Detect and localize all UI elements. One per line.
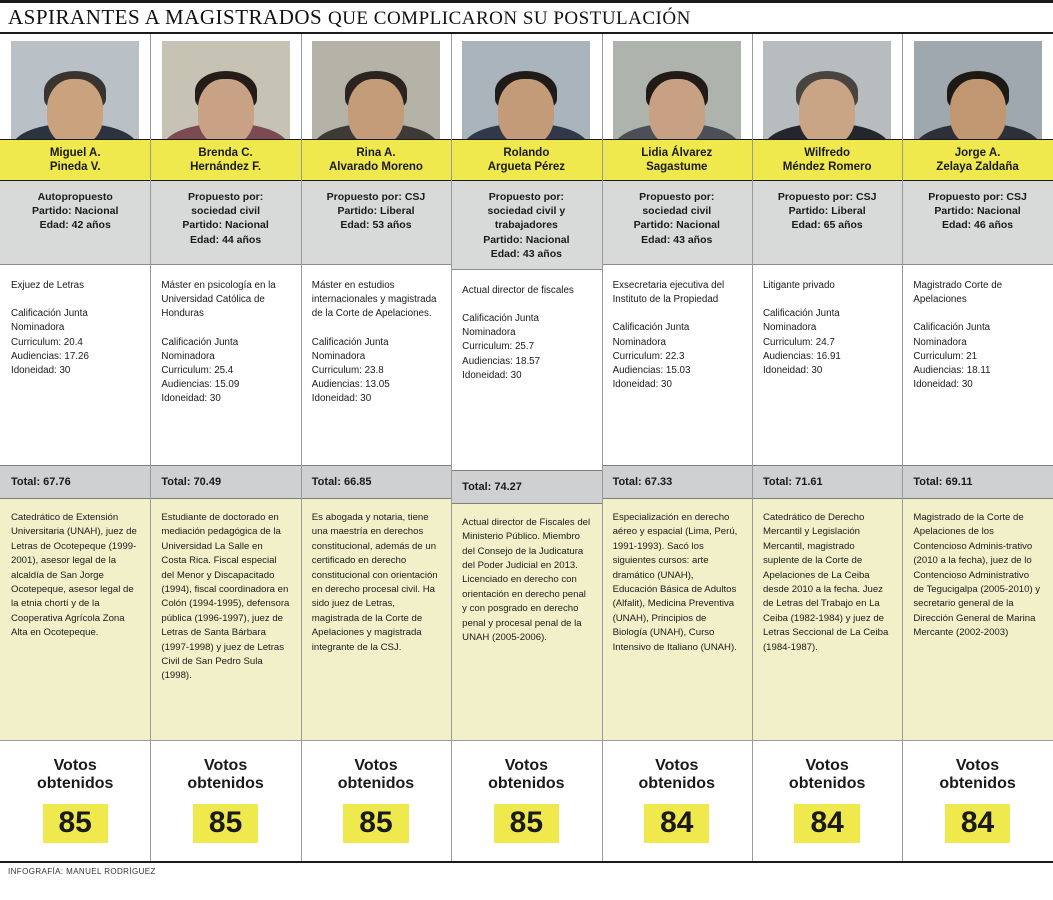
votes-label-line2: obtenidos bbox=[788, 775, 866, 793]
total-text: Total: 69.11 bbox=[913, 476, 973, 488]
candidate-proposal bbox=[602, 181, 752, 265]
score-idoneidad: Idoneidad: 30 bbox=[161, 393, 221, 405]
candidate-name-line1: Rina A. bbox=[356, 146, 396, 159]
score-title: Calificación Junta Nominadora bbox=[612, 322, 690, 348]
score-curriculum: Curriculum: 25.4 bbox=[161, 365, 234, 377]
candidate-votes bbox=[451, 740, 601, 861]
total-text: Total: 67.76 bbox=[11, 476, 71, 488]
score-curriculum: Curriculum: 25.7 bbox=[462, 341, 535, 353]
score-idoneidad: Idoneidad: 30 bbox=[462, 369, 522, 381]
bio-text: Estudiante de doctorado en mediación pedagógica de la Universidad La Salle en Costa Rica. Fiscal especial del Menor y Discapacitado (1994), fiscal coordinadora en Colón (1994-1995), defensora pública (1996-1997), juez de Letras de Santa Bárbara (1997-1998) y juez de Letras Civil de San Pedro Sula (1998). bbox=[161, 512, 290, 682]
candidate-name-line2: Argueta Pérez bbox=[487, 161, 566, 173]
score-curriculum: Curriculum: 20.4 bbox=[11, 336, 83, 348]
votes-number: 85 bbox=[193, 804, 258, 843]
candidate-column bbox=[902, 34, 1052, 861]
total-text: Total: 66.85 bbox=[311, 476, 372, 488]
score-audiencias: Audiencias: 13.05 bbox=[311, 379, 390, 391]
column-divider bbox=[451, 34, 452, 861]
candidate-column bbox=[0, 34, 150, 861]
candidate-name bbox=[902, 139, 1052, 181]
candidate-bio bbox=[150, 499, 300, 740]
candidate-lead: Máster en estudios internacionales y magistrada de la Corte de Apelaciones. bbox=[311, 280, 437, 320]
proposal-text: Propuesto por: sociedad civil y trabajadores Partido: Nacional Edad: 43 años bbox=[483, 191, 570, 260]
candidate-lead: Máster en psicología en la Universidad Católica de Honduras bbox=[161, 280, 276, 320]
candidate-name bbox=[0, 139, 150, 181]
votes-number: 84 bbox=[794, 804, 859, 843]
candidate-bio bbox=[902, 499, 1052, 740]
candidate-name-line1: Wilfredo bbox=[804, 146, 851, 159]
candidate-total bbox=[0, 465, 150, 499]
candidate-votes bbox=[752, 740, 902, 861]
candidate-votes bbox=[0, 740, 150, 861]
score-audiencias: Audiencias: 17.26 bbox=[11, 350, 89, 362]
score-idoneidad: Idoneidad: 30 bbox=[913, 379, 973, 391]
votes-label-line2: obtenidos bbox=[638, 775, 715, 793]
candidate-name-line2: Sagastume bbox=[646, 161, 708, 173]
votes-number: 84 bbox=[945, 804, 1010, 843]
candidate-total bbox=[150, 465, 300, 499]
bio-text: Catedrático de Derecho Mercantil y Legislación Mercantil, magistrado suplente de la Corte de Apelaciones de La Ceiba desde 2010 a la fecha. Juez de Letras del Trabajo en La Ceiba (1982-1984) y juez de Letras Seccional de La Ceiba (1984-1987). bbox=[762, 512, 889, 653]
score-audiencias: Audiencias: 18.57 bbox=[462, 355, 541, 367]
proposal-text: Propuesto por: CSJ Partido: Liberal Edad: 53 años bbox=[326, 191, 426, 232]
votes-number: 85 bbox=[494, 804, 559, 843]
score-curriculum: Curriculum: 22.3 bbox=[612, 350, 685, 362]
votes-label-line1: Votos bbox=[53, 756, 97, 774]
votes-label-line2: obtenidos bbox=[488, 775, 565, 793]
candidate-photo bbox=[0, 34, 150, 139]
votes-number: 84 bbox=[644, 804, 709, 843]
candidate-proposal bbox=[150, 181, 300, 265]
footer-credit bbox=[0, 861, 1053, 881]
candidate-votes bbox=[902, 740, 1052, 861]
candidate-details bbox=[0, 265, 150, 465]
total-text: Total: 67.33 bbox=[612, 476, 673, 488]
candidate-name-line2: Alvarado Moreno bbox=[329, 161, 423, 173]
proposal-text: Propuesto por: CSJ Partido: Liberal Edad: 65 años bbox=[777, 191, 877, 232]
candidate-photo bbox=[752, 34, 902, 139]
candidate-proposal bbox=[451, 181, 601, 270]
candidate-total bbox=[902, 465, 1052, 499]
candidate-name-line2: Pineda V. bbox=[49, 161, 101, 173]
candidate-lead: Magistrado Corte de Apelaciones bbox=[913, 280, 1003, 306]
candidate-lead: Actual director de fiscales bbox=[462, 284, 574, 296]
candidate-bio bbox=[752, 499, 902, 740]
credit-text: INFOGRAFÍA: MANUEL RODRÍGUEZ bbox=[8, 867, 156, 877]
score-audiencias: Audiencias: 15.03 bbox=[612, 365, 691, 377]
candidate-name-line2: Hernández F. bbox=[190, 161, 262, 173]
proposal-text: Propuesto por: sociedad civil Partido: Nacional Edad: 44 años bbox=[182, 191, 269, 246]
title-part-2: QUE COMPLICARON SU POSTULACIÓN bbox=[327, 8, 691, 29]
candidate-name-line1: Miguel A. bbox=[49, 146, 101, 159]
score-title: Calificación Junta Nominadora bbox=[161, 336, 239, 362]
candidate-name bbox=[602, 139, 752, 181]
candidate-lead: Exsecretaria ejecutiva del Instituto de la Propiedad bbox=[612, 280, 725, 306]
column-divider bbox=[752, 34, 753, 861]
score-audiencias: Audiencias: 16.91 bbox=[762, 350, 841, 362]
proposal-text: Propuesto por: sociedad civil Partido: Nacional Edad: 43 años bbox=[633, 191, 720, 246]
score-title: Calificación Junta Nominadora bbox=[462, 313, 539, 339]
candidate-column bbox=[451, 34, 601, 861]
candidate-bio bbox=[301, 499, 451, 740]
column-divider bbox=[602, 34, 603, 861]
votes-label-line2: obtenidos bbox=[36, 775, 114, 793]
bio-text: Especialización en derecho aéreo y espacial (Lima, Perú, 1991-1993). Sacó los siguientes cursos: arte dramático (UNAH), Educación Básica de Adultos (Alfalit), Medicina Preventiva (UNAH), Principios de Biología (UNAH), Curso Intensivo de Italiano (UNAH). bbox=[612, 512, 738, 653]
candidate-details bbox=[602, 265, 752, 465]
candidate-photo bbox=[602, 34, 752, 139]
candidate-lead: Exjuez de Letras bbox=[11, 280, 84, 291]
score-title: Calificación Junta Nominadora bbox=[913, 322, 991, 348]
candidate-details bbox=[752, 265, 902, 465]
candidate-name bbox=[301, 139, 451, 181]
candidate-column bbox=[301, 34, 451, 861]
votes-label-line1: Votos bbox=[805, 756, 849, 774]
candidate-name-line2: Méndez Romero bbox=[782, 161, 872, 173]
candidate-lead: Litigante privado bbox=[762, 280, 835, 291]
score-idoneidad: Idoneidad: 30 bbox=[762, 365, 823, 377]
bio-text: Es abogada y notaria, tiene una maestría en derechos constitucional, además de un certificado en derecho constitucional con orientación en derecho procesal civil. Ha sido juez de Letras, magistrada de la Corte de Apelaciones y magistrada integrante de la CSJ. bbox=[311, 512, 438, 653]
candidate-name bbox=[150, 139, 300, 181]
candidate-bio bbox=[451, 504, 601, 740]
candidate-proposal bbox=[902, 181, 1052, 265]
score-audiencias: Audiencias: 18.11 bbox=[913, 365, 991, 377]
candidate-photo bbox=[301, 34, 451, 139]
total-text: Total: 70.49 bbox=[161, 476, 222, 488]
candidate-bio bbox=[602, 499, 752, 740]
candidate-votes bbox=[602, 740, 752, 861]
proposal-text: Autopropuesto Partido: Nacional Edad: 42 años bbox=[32, 191, 119, 232]
candidate-photo bbox=[451, 34, 601, 139]
total-text: Total: 74.27 bbox=[462, 480, 522, 493]
bio-text: Actual director de Fiscales del Ministerio Público. Miembro del Consejo de la Judicatura del Poder Judicial en 2013. Licenciado en derecho con orientación en derecho penal y con posgrado en derecho penal y procesal penal de la UNAH (2005-2006). bbox=[462, 516, 591, 643]
candidate-column bbox=[752, 34, 902, 861]
votes-label-line1: Votos bbox=[354, 756, 398, 774]
candidate-details bbox=[301, 265, 451, 465]
candidate-column bbox=[602, 34, 752, 861]
candidate-name-line2: Zelaya Zaldaña bbox=[936, 161, 1019, 173]
votes-number: 85 bbox=[343, 804, 408, 843]
score-curriculum: Curriculum: 21 bbox=[913, 350, 978, 362]
votes-number: 85 bbox=[43, 804, 108, 843]
column-divider bbox=[150, 34, 151, 861]
score-idoneidad: Idoneidad: 30 bbox=[612, 379, 672, 391]
candidate-photo bbox=[150, 34, 300, 139]
votes-label-line2: obtenidos bbox=[187, 775, 264, 793]
candidate-column bbox=[150, 34, 300, 861]
bio-text: Magistrado de la Corte de Apelaciones de los Contencioso Adminis-trativo (2010 a la fecha), juez de lo Contencioso Administrativo de Tegucigalpa (2005-2010) y secretario general de la Dirección General de Marina Mercante (2002-2003) bbox=[913, 512, 1041, 639]
votes-label-line1: Votos bbox=[955, 756, 1000, 774]
candidate-details bbox=[451, 270, 601, 470]
candidate-name-line1: Lidia Álvarez bbox=[641, 146, 713, 159]
score-idoneidad: Idoneidad: 30 bbox=[311, 393, 372, 405]
column-divider bbox=[301, 34, 302, 861]
votes-label-line1: Votos bbox=[504, 756, 548, 774]
score-idoneidad: Idoneidad: 30 bbox=[11, 365, 71, 377]
candidate-votes bbox=[150, 740, 300, 861]
score-curriculum: Curriculum: 24.7 bbox=[762, 336, 835, 348]
title-part-1: ASPIRANTES A MAGISTRADOS bbox=[8, 5, 323, 29]
candidate-total bbox=[301, 465, 451, 499]
candidates-grid bbox=[0, 34, 1053, 861]
votes-label-line2: obtenidos bbox=[337, 775, 415, 793]
candidate-proposal bbox=[301, 181, 451, 265]
score-audiencias: Audiencias: 15.09 bbox=[161, 379, 240, 391]
candidate-bio bbox=[0, 499, 150, 740]
score-title: Calificación Junta Nominadora bbox=[311, 336, 389, 362]
votes-label-line1: Votos bbox=[655, 756, 699, 774]
bio-text: Catedrático de Extensión Universitaria (UNAH), juez de Letras de Ocotepeque (1999-2001), asesor legal de la alcaldía de San Jorge Ocotepeque, asesor legal de la etnia chortí y de la Cooperativa Agrícola Zona Alta en Ocotepeque. bbox=[11, 512, 137, 639]
candidate-total bbox=[451, 470, 601, 504]
votes-label-line2: obtenidos bbox=[939, 775, 1016, 793]
candidate-total bbox=[752, 465, 902, 499]
candidate-photo bbox=[902, 34, 1052, 139]
total-text: Total: 71.61 bbox=[762, 476, 823, 488]
candidate-details bbox=[902, 265, 1052, 465]
page-title bbox=[0, 0, 1053, 34]
votes-label-line1: Votos bbox=[203, 756, 248, 774]
candidate-votes bbox=[301, 740, 451, 861]
candidate-proposal bbox=[752, 181, 902, 265]
candidate-total bbox=[602, 465, 752, 499]
column-divider bbox=[902, 34, 903, 861]
score-title: Calificación Junta Nominadora bbox=[11, 308, 88, 334]
candidate-details bbox=[150, 265, 300, 465]
score-curriculum: Curriculum: 23.8 bbox=[311, 365, 384, 377]
proposal-text: Propuesto por: CSJ Partido: Nacional Edad: 46 años bbox=[928, 191, 1027, 232]
score-title: Calificación Junta Nominadora bbox=[762, 308, 840, 334]
candidate-name-line1: Brenda C. bbox=[198, 146, 253, 159]
candidate-name bbox=[451, 139, 601, 181]
candidate-name bbox=[752, 139, 902, 181]
candidate-name-line1: Rolando bbox=[503, 146, 550, 159]
candidate-proposal bbox=[0, 181, 150, 265]
candidate-name-line1: Jorge A. bbox=[954, 146, 1001, 159]
